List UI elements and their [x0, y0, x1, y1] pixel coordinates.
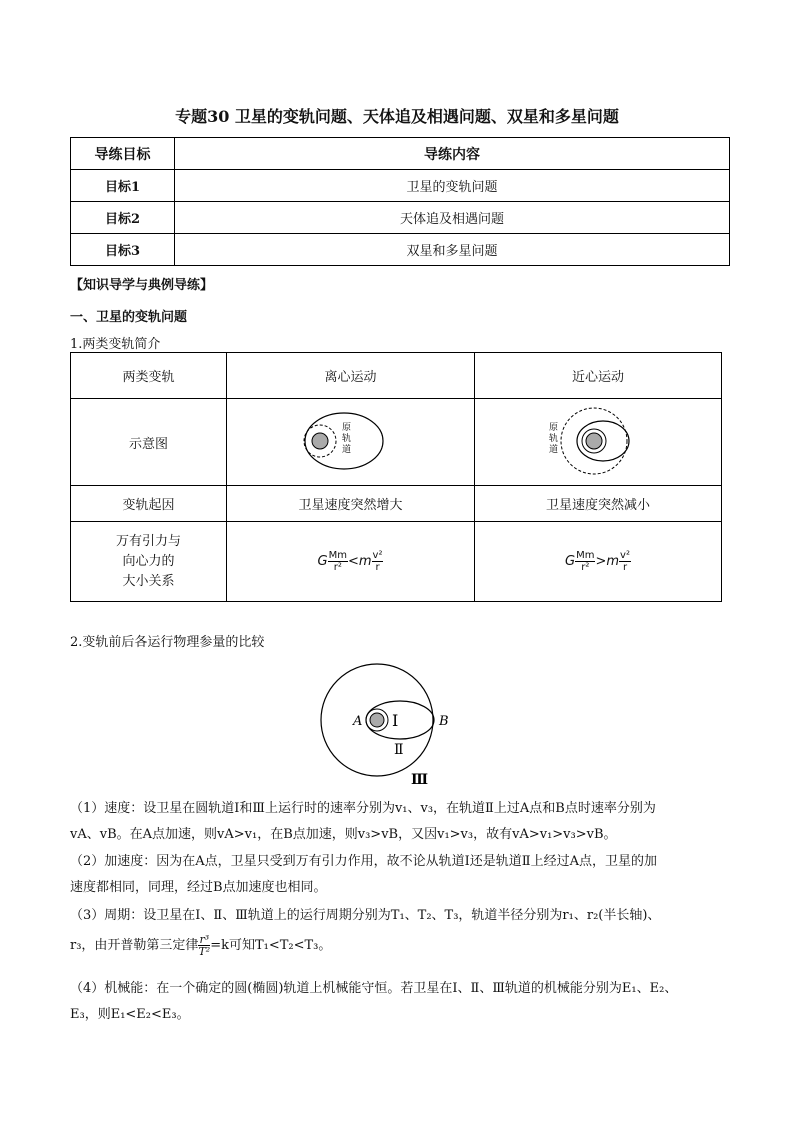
orbit-3-label: Ⅲ: [411, 772, 429, 788]
text-line: （4）机械能：在一个确定的圆(椭圆)轨道上机械能守恒。若卫星在Ⅰ、Ⅱ、Ⅲ轨道的机械能分别为E₁、E₂、: [70, 981, 678, 996]
table-row: [71, 138, 730, 170]
content-cell: 双星和多星问题: [175, 234, 730, 266]
header-cell: 离心运动: [227, 353, 475, 399]
table-row: [71, 399, 722, 486]
orbit-label-2: 轨: [341, 434, 351, 444]
orbit-label-3: 道: [549, 445, 559, 455]
centripetal-diagram-cell: [475, 399, 722, 486]
centripetal-orbit-diagram: [543, 405, 653, 475]
content-cell: 天体追及相遇问题: [175, 202, 730, 234]
orbit-2-label: Ⅱ: [394, 742, 404, 758]
kepler-fraction: $\frac{\text{r³}}{\text{T²}}$: [198, 933, 211, 958]
point-a-label: A: [353, 714, 363, 729]
formula-operator: <: [347, 554, 359, 569]
table-row: [71, 522, 722, 602]
point-b-label: B: [439, 714, 449, 729]
text-line: （1）速度：设卫星在圆轨道Ⅰ和Ⅲ上运行时的速率分别为v₁、v₃，在轨道Ⅱ上过A点和B点时速率分别为: [70, 801, 656, 816]
text-span: r₃，由开普勒第三定律: [70, 938, 199, 953]
formula-g: G: [317, 554, 328, 569]
paragraph-period: [70, 903, 730, 963]
table-row: [71, 170, 730, 202]
table-row: [71, 234, 730, 266]
formula-g: G: [565, 554, 576, 569]
orbit-label-3: 道: [341, 445, 351, 455]
text-line: [70, 929, 730, 963]
row-label: 示意图: [71, 399, 227, 486]
formula-operator: >: [595, 554, 607, 569]
goal-cell: 目标1: [71, 170, 175, 202]
text-span: =k可知T₁<T₂<T₃。: [210, 938, 332, 953]
formula-cell: [475, 522, 722, 602]
text-line: （2）加速度：因为在A点，卫星只受到万有引力作用，故不论从轨道Ⅰ还是轨道Ⅱ上经过A点，卫星的加: [70, 854, 658, 869]
goal-table: [70, 137, 730, 266]
goal-cell: 目标2: [71, 202, 175, 234]
paragraph-energy: [70, 976, 730, 1028]
relation-label-line: 向心力的: [122, 553, 175, 569]
centrifugal-orbit-diagram: [296, 405, 406, 475]
section-title: 一、卫星的变轨问题: [70, 310, 188, 325]
text-line: 速度都相同，同理，经过B点加速度也相同。: [70, 880, 327, 895]
orbit-transfer-diagram: [318, 662, 478, 790]
header-cell: 近心运动: [475, 353, 722, 399]
orbit-table: [70, 352, 722, 602]
cause-cell: 卫星速度突然增大: [227, 486, 475, 522]
cause-cell: 卫星速度突然减小: [475, 486, 722, 522]
goal-cell: 目标3: [71, 234, 175, 266]
orbit-1-label: Ⅰ: [392, 711, 399, 730]
orbit-label-1: 原: [341, 423, 351, 433]
text-line: vA、vB。在A点加速，则vA>v₁，在B点加速，则v₃>vB，又因v₁>v₃，故有vA>v₁>v₃>vB。: [70, 827, 617, 842]
paragraph-acceleration: [70, 849, 730, 901]
table-row: [71, 202, 730, 234]
formula-m: m: [358, 554, 372, 569]
orbit-label-1: 原: [549, 423, 559, 433]
formula-fraction: $\frac{\text{v²}}{r}$: [372, 550, 383, 573]
row-label: [71, 522, 227, 602]
orbit-label-2: 轨: [549, 434, 559, 444]
content-cell: 卫星的变轨问题: [175, 170, 730, 202]
relation-label-line: 大小关系: [122, 573, 175, 589]
subsection-title: 2.变轨前后各运行物理参量的比较: [70, 635, 265, 650]
header-cell: 两类变轨: [71, 353, 227, 399]
paragraph-velocity: [70, 796, 730, 848]
centrifugal-diagram-cell: [227, 399, 475, 486]
table-row: [71, 353, 722, 399]
row-label: 变轨起因: [71, 486, 227, 522]
text-line: E₃，则E₁<E₂<E₃。: [70, 1007, 190, 1022]
formula-fraction: $\frac{Mm}{\text{r²}}$: [328, 550, 347, 573]
section-header: 【知识导学与典例导练】: [70, 278, 214, 293]
header-cell: 导练目标: [71, 138, 175, 170]
table-row: [71, 486, 722, 522]
formula-fraction: $\frac{Mm}{\text{r²}}$: [576, 550, 595, 573]
subsection-title: 1.两类变轨简介: [70, 337, 161, 352]
formula-cell: [227, 522, 475, 602]
header-cell: 导练内容: [175, 138, 730, 170]
formula-m: m: [606, 554, 620, 569]
text-line: （3）周期：设卫星在Ⅰ、Ⅱ、Ⅲ轨道上的运行周期分别为T₁、T₂、T₃，轨道半径分别为r₁、r₂(半长轴)、: [70, 908, 661, 923]
page-title: 专题30 卫星的变轨问题、天体追及相遇问题、双星和多星问题: [175, 107, 619, 126]
relation-label-line: 万有引力与: [115, 533, 181, 549]
formula-fraction: $\frac{\text{v²}}{r}$: [620, 550, 630, 573]
